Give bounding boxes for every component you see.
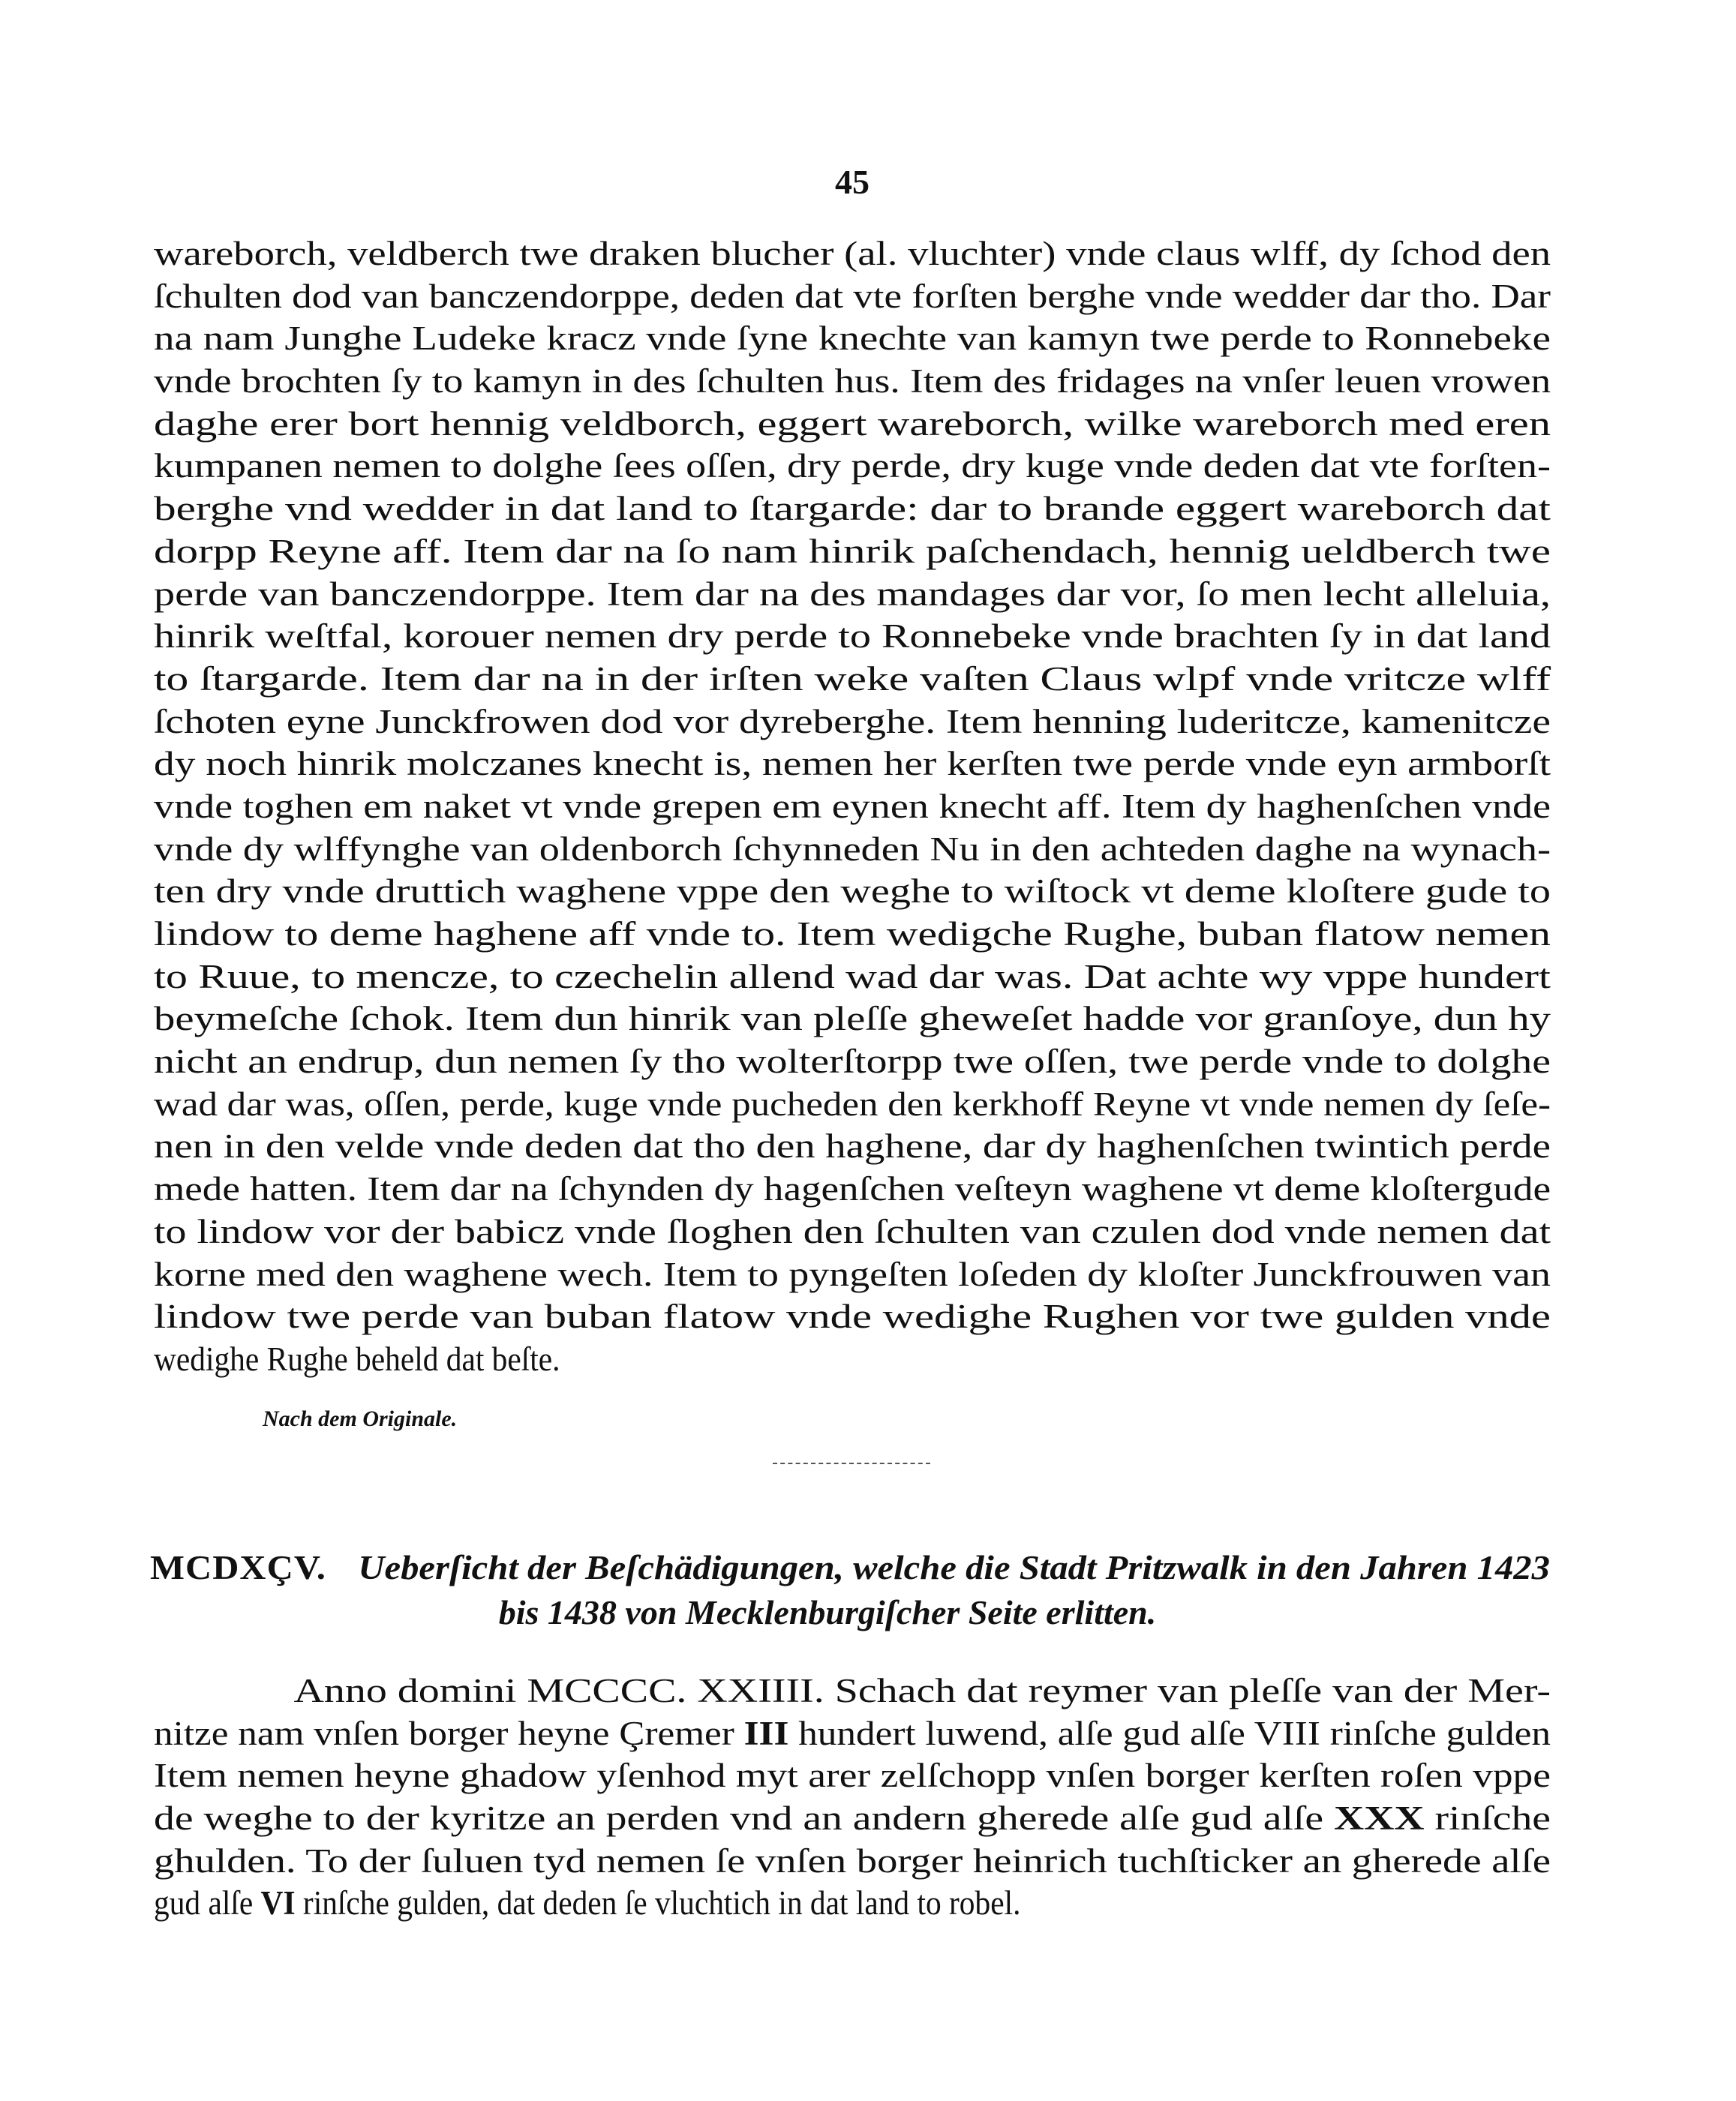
text-line xyxy=(154,615,1551,658)
heading-line-1 xyxy=(150,1545,1550,1590)
text-line xyxy=(154,828,1551,871)
text-line xyxy=(154,743,1551,785)
text-line-content: vnde dy wlffynghe van oldenborch ſchynneden Nu in den achteden daghe na wynach- xyxy=(154,830,1551,868)
text-line xyxy=(154,360,1551,403)
section-divider xyxy=(773,1463,930,1464)
text-segment: nitze nam vnſen borger heyne Çremer xyxy=(154,1714,744,1752)
text-line xyxy=(154,445,1551,488)
text-line-content: vnde toghen em naket vt vnde grepen em eynen knecht aff. Item dy haghenſchen vnde xyxy=(154,787,1551,825)
heading-title-line-2: bis 1438 von Mecklenburgiſcher Seite erlitten. xyxy=(498,1593,1157,1631)
text-line-content xyxy=(154,1840,1551,1883)
roman-numeral: VI xyxy=(260,1884,296,1922)
text-line xyxy=(154,1295,1551,1338)
text-line xyxy=(154,785,1551,828)
text-segment: hundert luwend, alſe gud alſe VIII rinſche gulden xyxy=(788,1714,1551,1752)
text-line xyxy=(154,1125,1551,1168)
text-line-content: lindow twe perde van buban flatow vnde wedighe Rughen vor twe gulden vnde xyxy=(154,1298,1551,1336)
text-line xyxy=(154,1040,1551,1083)
text-line-content: wedighe Rughe beheld dat beſte. xyxy=(154,1340,560,1378)
text-line-content: hinrik weſtfal, korouer nemen dry perde to Ronnebeke vnde brachten ſy in dat land xyxy=(154,617,1551,656)
text-line xyxy=(154,275,1551,318)
text-line-content: to Ruue, to mencze, to czechelin allend wad dar was. Dat achte wy vppe hundert xyxy=(154,957,1551,995)
text-line-content xyxy=(154,1797,1551,1840)
text-line-content: lindow to deme haghene aff vnde to. Item wedigche Rughe, buban flatow nemen xyxy=(154,915,1551,953)
text-line xyxy=(154,1211,1551,1253)
text-segment: rinſche gulden, dat deden ſe vluchtich in dat land to robel. xyxy=(295,1884,1021,1922)
roman-numeral: III xyxy=(743,1714,789,1752)
text-line-content: to ſtargarde. Item dar na in der irſten weke vaſten Claus wlpf vnde vritcze wlff xyxy=(154,659,1551,698)
text-line xyxy=(154,1670,1551,1712)
text-segment: de weghe to der kyritze an perden vnd an andern gherede alſe gud alſe xyxy=(154,1799,1335,1838)
text-line-content: ſchulten dod van banczendorppe, deden dat vte forſten berghe vnde wedder dar tho. Dar xyxy=(154,277,1551,315)
text-line xyxy=(154,1840,1551,1883)
text-segment: rinſche xyxy=(1424,1799,1551,1838)
text-segment: ghulden. To der ſuluen tyd nemen ſe vnſen borger heinrich tuchſticker an gherede alſe xyxy=(154,1841,1551,1880)
text-line xyxy=(154,913,1551,956)
text-line-content: nen in den velde vnde deden dat tho den haghene, dar dy haghenſchen twintich perde xyxy=(154,1127,1551,1166)
text-line xyxy=(154,488,1551,530)
text-line xyxy=(154,701,1551,743)
text-line xyxy=(154,1083,1551,1126)
text-line xyxy=(154,658,1551,701)
text-segment: gud alſe xyxy=(154,1884,261,1922)
text-line xyxy=(154,530,1551,573)
text-line-content: ten dry vnde druttich waghene vppe den weghe to wiſtock vt deme kloſtere gude to xyxy=(154,872,1551,911)
text-line-content xyxy=(154,1712,1551,1755)
text-line-content: dorpp Reyne aff. Item dar na ſo nam hinrik paſchendach, hennig ueldberch twe xyxy=(154,532,1551,570)
text-line-content: ſchoten eyne Junckfrowen dod vor dyreberghe. Item henning luderitcze, kamenitcze xyxy=(154,702,1551,740)
text-line-content: to lindow vor der babicz vnde ſloghen den ſchulten van czulen dod vnde nemen dat xyxy=(154,1212,1551,1250)
document-number: MCDXÇV. xyxy=(150,1548,326,1586)
text-line-content xyxy=(154,1754,1551,1797)
text-line-content: korne med den waghene wech. Item to pyngeſten loſeden dy kloſter Junckfrouwen van xyxy=(154,1255,1551,1293)
text-segment: Item nemen heyne ghadow yſenhod myt arer zelſchopp vnſen borger kerſten roſen vppe xyxy=(154,1757,1551,1795)
text-line xyxy=(154,317,1551,360)
text-line-content: na nam Junghe Ludeke kracz vnde ſyne knechte van kamyn twe perde to Ronnebeke xyxy=(154,320,1551,358)
text-line xyxy=(154,956,1551,998)
text-line xyxy=(154,1253,1551,1296)
text-line-content: beymeſche ſchok. Item dun hinrik van pleſſe gheweſet hadde vor granſoye, dun hy xyxy=(154,1000,1551,1038)
text-line-content: dy noch hinrik molczanes knecht is, nemen her kerſten twe perde vnde eyn armborſt xyxy=(154,745,1551,783)
text-line xyxy=(154,573,1551,616)
text-line xyxy=(154,403,1551,446)
text-line-content: perde van banczendorppe. Item dar na des mandages dar vor, ſo men lecht alleluia, xyxy=(154,575,1551,613)
text-line xyxy=(154,233,1551,275)
text-line-content: nicht an endrup, dun nemen ſy tho wolterſtorpp twe oſſen, twe perde vnde to dolghe xyxy=(154,1043,1551,1081)
document-heading xyxy=(150,1545,1550,1635)
source-note: Nach dem Originale. xyxy=(263,1406,458,1431)
text-line xyxy=(154,1754,1551,1797)
roman-numeral: XXX xyxy=(1334,1799,1425,1838)
text-line xyxy=(154,1797,1551,1840)
text-line-content: kumpanen nemen to dolghe ſees oſſen, dry perde, dry kuge vnde deden dat vte forſten- xyxy=(154,447,1551,485)
text-line-content: berghe vnd wedder in dat land to ſtargarde: dar to brande eggert wareborch dat xyxy=(154,490,1551,528)
text-line-content: vnde brochten ſy to kamyn in des ſchulten hus. Item des fridages na vnſer leuen vrowen xyxy=(154,362,1551,401)
text-line-content xyxy=(154,1670,1551,1712)
text-line xyxy=(154,870,1551,913)
text-line xyxy=(154,1712,1551,1755)
text-line xyxy=(154,1882,1551,1925)
text-line xyxy=(154,1338,1551,1381)
text-line-content: wareborch, veldberch twe draken blucher (al. vluchter) vnde claus wlff, dy ſchod den xyxy=(154,235,1551,272)
text-block-document xyxy=(154,1670,1551,1925)
text-line-content: wad dar was, oſſen, perde, kuge vnde pucheden den kerkhoff Reyne vt vnde nemen dy ſeſe- xyxy=(154,1085,1551,1123)
text-segment: Anno domini MCCCC. XXIIII. Schach dat reymer van pleſſe van der Mer- xyxy=(293,1672,1551,1709)
text-block-continuation xyxy=(154,233,1551,1381)
text-line-content: daghe erer bort hennig veldborch, eggert wareborch, wilke wareborch med eren xyxy=(154,404,1551,443)
text-line xyxy=(154,1168,1551,1211)
heading-title-line-1: Ueberſicht der Beſchädigungen, welche die Stadt Pritzwalk in den Jahren 1423 xyxy=(358,1548,1550,1586)
page-number: 45 xyxy=(835,163,870,201)
text-line xyxy=(154,998,1551,1040)
text-line-content: mede hatten. Item dar na ſchynden dy hagenſchen veſteyn waghene vt deme kloſtergude xyxy=(154,1170,1551,1208)
text-line-content xyxy=(154,1882,1020,1925)
